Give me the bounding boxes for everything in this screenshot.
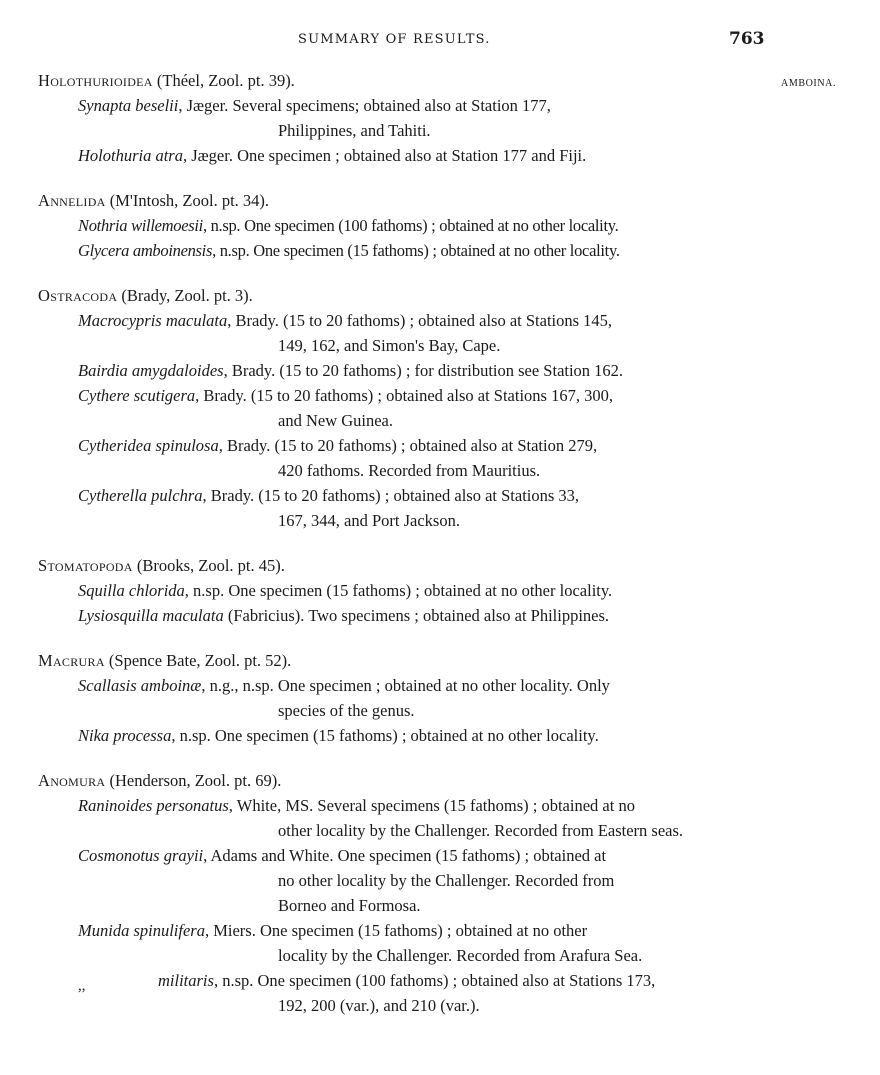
species-note: , Miers. One specimen (15 fathoms) ; obtained at no other xyxy=(204,921,588,940)
group-heading xyxy=(38,68,778,93)
species-name: Nika processa xyxy=(78,726,172,745)
species-note-continued: 420 fathoms. Recorded from Mauritius. xyxy=(278,461,541,480)
species-entry xyxy=(78,143,778,168)
species-note-continued: 167, 344, and Port Jackson. xyxy=(278,511,460,530)
page-header xyxy=(0,28,880,52)
species-name: Macrocypris maculata xyxy=(78,311,228,330)
species-note-continued: Borneo and Formosa. xyxy=(278,896,421,915)
group-title: Ostracoda xyxy=(38,286,118,305)
species-entry xyxy=(78,793,778,843)
species-entry xyxy=(78,968,778,1018)
species-name: Cytherella pulchra xyxy=(78,486,203,505)
species-note-continued: other locality by the Challenger. Recorded from Eastern seas. xyxy=(278,821,684,840)
species-name: Bairdia amygdaloides xyxy=(78,361,224,380)
ditto-mark: ,, xyxy=(78,978,86,994)
species-note-continued: locality by the Challenger. Recorded from Arafura Sea. xyxy=(278,946,643,965)
species-name: Synapta beselii xyxy=(78,96,179,115)
group-reference: (Théel, Zool. pt. 39). xyxy=(152,71,295,90)
species-note: , n.sp. One specimen (15 fathoms) ; obtained at no other locality. xyxy=(212,241,620,260)
species-entry xyxy=(78,358,778,383)
species-name: Cosmonotus grayii xyxy=(78,846,204,865)
group-heading xyxy=(38,188,778,213)
taxon-group-holothurioidea xyxy=(38,68,778,168)
species-entry xyxy=(78,383,778,433)
species-name: Scallasis amboinæ xyxy=(78,676,202,695)
group-title: Stomatopoda xyxy=(38,556,133,575)
taxon-group-annelida xyxy=(38,188,778,263)
species-note: , White, MS. Several specimens (15 fathoms) ; obtained at no xyxy=(228,796,635,815)
group-title: Holothurioidea xyxy=(38,71,153,90)
species-note: , Brady. (15 to 20 fathoms) ; for distribution see Station 162. xyxy=(223,361,624,380)
group-heading xyxy=(38,768,778,793)
group-title: Anomura xyxy=(38,771,106,790)
species-note: , n.sp. One specimen (15 fathoms) ; obtained at no other locality. xyxy=(184,581,613,600)
species-entry xyxy=(78,918,778,968)
species-note: , Brady. (15 to 20 fathoms) ; obtained also at Stations 167, 300, xyxy=(195,386,613,405)
species-note: , Brady. (15 to 20 fathoms) ; obtained also at Station 279, xyxy=(218,436,598,455)
group-heading xyxy=(38,553,778,578)
species-entry xyxy=(78,308,778,358)
species-note-continued: Philippines, and Tahiti. xyxy=(278,121,431,140)
group-heading xyxy=(38,283,778,308)
species-name: Squilla chlorida xyxy=(78,581,185,600)
species-note: (Fabricius). Two specimens ; obtained also at Philippines. xyxy=(223,606,610,625)
taxon-group-stomatopoda xyxy=(38,553,778,628)
species-entry xyxy=(78,433,778,483)
species-name: Munida spinulifera xyxy=(78,921,205,940)
species-note: , n.g., n.sp. One specimen ; obtained at no other locality. Only xyxy=(201,676,610,695)
species-note-continued: no other locality by the Challenger. Recorded from xyxy=(278,871,615,890)
species-name: militaris xyxy=(158,971,214,990)
results-body xyxy=(38,68,778,1018)
species-name: Raninoides personatus xyxy=(78,796,229,815)
species-entry xyxy=(78,238,778,263)
group-reference: (Brady, Zool. pt. 3). xyxy=(117,286,253,305)
species-note: , Brady. (15 to 20 fathoms) ; obtained also at Stations 145, xyxy=(227,311,613,330)
species-entry xyxy=(78,723,778,748)
species-entry xyxy=(78,578,778,603)
running-title: SUMMARY OF RESULTS. xyxy=(298,32,491,47)
species-name: Cytheridea spinulosa xyxy=(78,436,219,455)
species-note: , Jæger. One specimen ; obtained also at Station 177 and Fiji. xyxy=(182,146,587,165)
species-note-continued: and New Guinea. xyxy=(278,411,394,430)
taxon-group-anomura xyxy=(38,768,778,1018)
species-note-continued: 149, 162, and Simon's Bay, Cape. xyxy=(278,336,501,355)
taxon-group-ostracoda xyxy=(38,283,778,533)
group-reference: (Henderson, Zool. pt. 69). xyxy=(105,771,282,790)
species-note: , n.sp. One specimen (15 fathoms) ; obtained at no other locality. xyxy=(171,726,599,745)
page-number: 763 xyxy=(729,29,765,49)
species-note: , Brady. (15 to 20 fathoms) ; obtained also at Stations 33, xyxy=(202,486,580,505)
species-note: , Adams and White. One specimen (15 fathoms) ; obtained at xyxy=(203,846,607,865)
species-entry xyxy=(78,603,778,628)
group-reference: (Spence Bate, Zool. pt. 52). xyxy=(104,651,292,670)
species-entry xyxy=(78,843,778,918)
group-heading xyxy=(38,648,778,673)
species-name: Glycera amboinensis xyxy=(78,241,213,260)
margin-note: AMBOINA. xyxy=(781,78,837,89)
species-entry xyxy=(78,673,778,723)
group-reference: (M'Intosh, Zool. pt. 34). xyxy=(105,191,270,210)
group-reference: (Brooks, Zool. pt. 45). xyxy=(132,556,285,575)
species-name: Nothria willemoesii xyxy=(78,216,203,235)
species-name: Lysiosquilla maculata xyxy=(78,606,224,625)
species-note-continued: 192, 200 (var.), and 210 (var.). xyxy=(278,996,480,1015)
species-name: Cythere scutigera xyxy=(78,386,196,405)
species-entry xyxy=(78,483,778,533)
species-note-continued: species of the genus. xyxy=(278,701,415,720)
group-title: Macrura xyxy=(38,651,105,670)
species-note: , n.sp. One specimen (100 fathoms) ; obtained at no other locality. xyxy=(202,216,619,235)
species-name: Holothuria atra xyxy=(78,146,183,165)
taxon-group-macrura xyxy=(38,648,778,748)
group-title: Annelida xyxy=(38,191,106,210)
species-note: , n.sp. One specimen (100 fathoms) ; obtained also at Stations 173, xyxy=(213,971,656,990)
species-note: , Jæger. Several specimens; obtained also at Station 177, xyxy=(178,96,551,115)
species-entry xyxy=(78,93,778,143)
species-entry xyxy=(78,213,778,238)
